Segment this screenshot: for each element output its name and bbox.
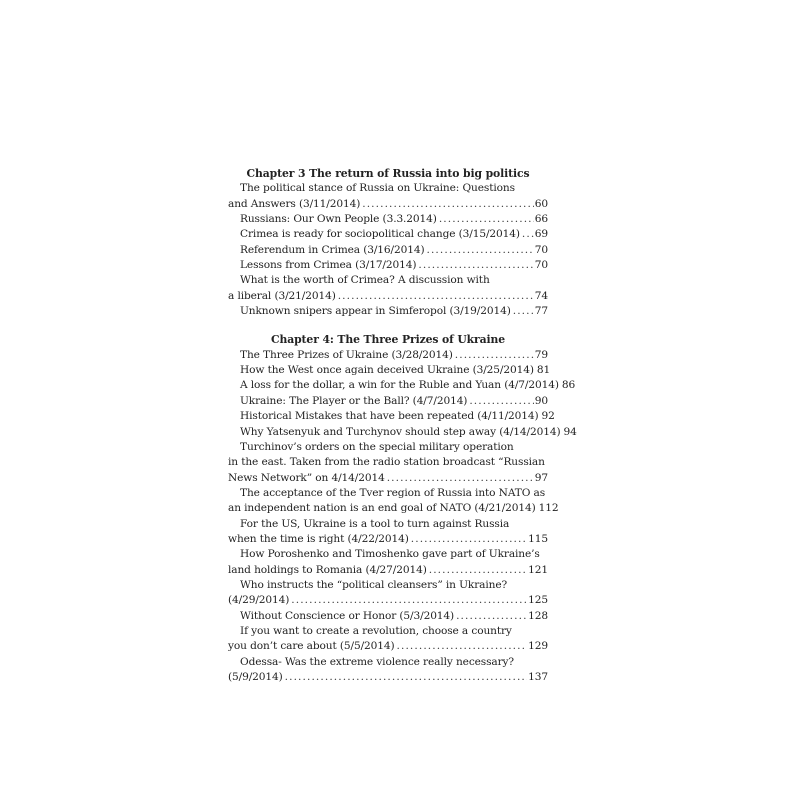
toc-entry	[228, 655, 548, 686]
toc-entry-row	[228, 197, 548, 212]
dot-leader	[395, 639, 528, 654]
page-number: 115	[528, 532, 548, 545]
toc-entry-title: Referendum in Crimea (3/16/2014)	[240, 243, 425, 256]
page-number: 121	[528, 563, 548, 576]
dot-leader	[520, 227, 534, 242]
dot-leader	[437, 212, 534, 227]
toc-entry-row	[228, 471, 548, 486]
page-number: 112	[538, 502, 559, 515]
toc-entry-title: (4/29/2014)	[228, 594, 290, 607]
toc-entry-title: Historical Mistakes that have been repeated (4/11/2014)	[240, 410, 539, 423]
dot-leader	[453, 348, 534, 363]
toc-entry-title: Ukraine: The Player or the Ball? (4/7/2014)	[240, 394, 468, 407]
toc-entry-title: How the West once again deceived Ukraine (3/25/2014)	[240, 364, 534, 377]
toc-entry-row	[228, 212, 548, 227]
toc-entry-line: What is the worth of Crimea? A discussion with	[240, 274, 490, 287]
toc-entry-title: (5/9/2014)	[228, 671, 283, 683]
toc-entry-row	[228, 563, 548, 578]
toc-entry	[228, 363, 551, 378]
toc-entry-row	[228, 532, 548, 547]
page-number: 74	[534, 289, 548, 302]
toc-entry-title: land holdings to Romania (4/27/2014)	[228, 563, 427, 576]
chapter-4-entries	[228, 348, 577, 686]
toc-entry-line: in the east. Taken from the radio station broadcast “Russian	[228, 456, 545, 469]
page-number: 79	[534, 348, 548, 361]
toc-entry-row	[228, 363, 551, 378]
toc-entry-row	[228, 501, 559, 516]
toc-entry-title: Lessons from Crimea (3/17/2014)	[240, 259, 417, 272]
dot-leader	[416, 258, 533, 273]
toc-entry	[228, 304, 548, 319]
toc-entry-row	[228, 670, 548, 685]
toc-entry-row	[228, 227, 548, 242]
toc-entry	[228, 517, 548, 548]
toc-entry	[228, 394, 548, 409]
toc-entry-row	[228, 425, 577, 440]
toc-entry-line: Odessa- Was the extreme violence really necessary?	[240, 655, 514, 668]
toc-entry	[228, 258, 548, 273]
toc-entry-title: and Answers (3/11/2014)	[228, 197, 361, 210]
chapter-3-entries	[228, 181, 548, 319]
toc-entry-row	[228, 348, 548, 363]
page-number: 92	[541, 410, 555, 423]
toc-entry-title: The Three Prizes of Ukraine (3/28/2014)	[240, 348, 453, 361]
page-number: 60	[534, 197, 548, 210]
toc-entry	[228, 486, 559, 517]
page-number: 125	[528, 594, 548, 607]
dot-leader	[360, 197, 534, 212]
toc-entry-title: Unknown snipers appear in Simferopol (3/19/2014)	[240, 305, 511, 318]
toc-entry	[228, 409, 555, 424]
toc-entry-row	[228, 258, 548, 273]
page-number: 137	[528, 671, 548, 683]
dot-leader	[385, 471, 534, 486]
toc-entry-title: Without Conscience or Honor (5/3/2014)	[240, 609, 455, 622]
dot-leader	[425, 243, 534, 258]
toc-entry	[228, 227, 548, 242]
toc-entry-line: Who instructs the “political cleansers” in Ukraine?	[240, 578, 508, 591]
page-number: 97	[534, 471, 548, 484]
toc-entry	[228, 243, 548, 258]
toc-entry-row	[228, 378, 576, 393]
toc-entry-title: an independent nation is an end goal of NATO (4/21/2014)	[228, 502, 536, 515]
toc-entry-line: If you want to create a revolution, choose a country	[240, 624, 512, 637]
toc-entry	[228, 440, 548, 486]
toc-entry	[228, 547, 548, 578]
page-number: 128	[528, 609, 548, 622]
toc-entry-row	[228, 609, 548, 624]
toc-entry-line: The political stance of Russia on Ukraine: Questions	[240, 182, 515, 195]
toc-entry	[228, 378, 576, 393]
dot-leader	[283, 670, 527, 685]
page-number: 69	[534, 228, 548, 241]
toc-entry-row	[228, 243, 548, 258]
toc-entry-line: For the US, Ukraine is a tool to turn against Russia	[240, 517, 510, 530]
page-number: 86	[561, 379, 576, 392]
dot-leader	[336, 289, 534, 304]
page-number: 77	[534, 305, 548, 318]
toc-entry-row	[228, 394, 548, 409]
toc-entry-row	[228, 289, 548, 304]
toc-entry	[228, 273, 548, 304]
dot-leader	[467, 394, 533, 409]
toc-entry-row	[228, 409, 555, 424]
toc-entry-line: How Poroshenko and Timoshenko gave part of Ukraine’s	[240, 548, 540, 561]
table-of-contents	[228, 166, 577, 685]
chapter-3-heading: Chapter 3 The return of Russia into big politics	[246, 167, 530, 180]
toc-entry-title: News Network” on 4/14/2014	[228, 471, 385, 484]
toc-entry-title: Russians: Our Own People (3.3.2014)	[240, 213, 437, 226]
page-number: 129	[528, 640, 548, 653]
toc-entry-title: Crimea is ready for sociopolitical change (3/15/2014)	[240, 228, 520, 241]
page-number: 94	[563, 425, 577, 438]
toc-entry-row	[228, 639, 548, 654]
toc-entry-title: Why Yatsenyuk and Turchynov should step away (4/14/2014)	[240, 425, 561, 438]
toc-entry-title: A loss for the dollar, a win for the Ruble and Yuan (4/7/2014)	[240, 379, 559, 392]
toc-entry-row	[228, 593, 548, 608]
toc-entry-line: The acceptance of the Tver region of Russia into NATO as	[240, 486, 546, 499]
dot-leader	[511, 304, 534, 319]
toc-entry-title: you don’t care about (5/5/2014)	[228, 640, 395, 653]
toc-entry	[228, 624, 548, 655]
toc-entry	[228, 578, 548, 609]
chapter-4-heading: Chapter 4: The Three Prizes of Ukraine	[270, 333, 506, 347]
page-number: 81	[536, 364, 551, 377]
toc-entry-line: Turchinov’s orders on the special military operation	[240, 440, 514, 453]
page-number: 70	[534, 243, 548, 256]
toc-entry-row	[228, 304, 548, 319]
dot-leader	[427, 563, 527, 578]
toc-entry	[228, 348, 548, 363]
toc-entry	[228, 181, 548, 212]
toc-entry-title: when the time is right (4/22/2014)	[228, 532, 409, 545]
dot-leader	[409, 532, 527, 547]
toc-entry	[228, 425, 577, 440]
page-number: 66	[534, 213, 548, 226]
page-number: 90	[534, 394, 548, 407]
dot-leader	[289, 593, 527, 608]
toc-entry	[228, 609, 548, 624]
dot-leader	[454, 609, 527, 624]
toc-entry-title: a liberal (3/21/2014)	[228, 289, 336, 302]
toc-entry	[228, 212, 548, 227]
page-number: 70	[534, 259, 548, 272]
